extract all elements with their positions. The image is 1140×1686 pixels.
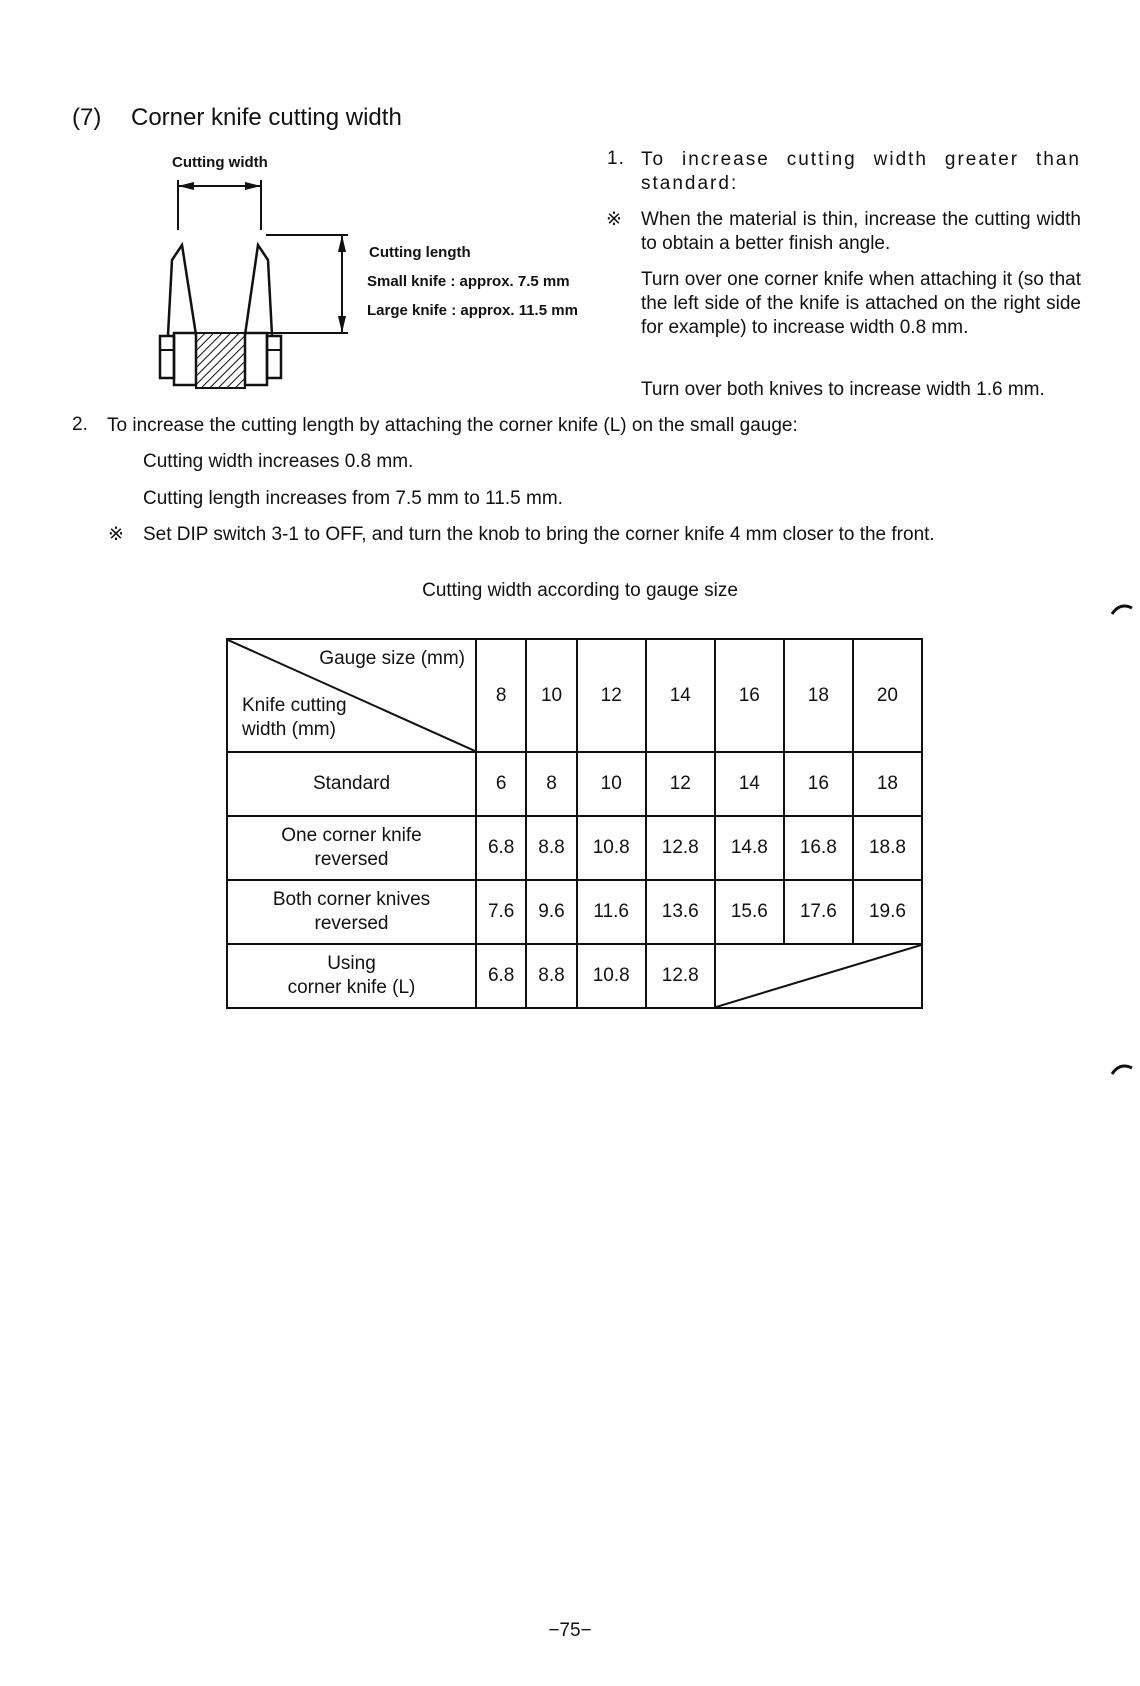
gauge-size-cell: 10 bbox=[526, 639, 576, 752]
knife-width-header: Knife cutting width (mm) bbox=[242, 695, 347, 740]
gauge-size-cell: 18 bbox=[784, 639, 853, 752]
section-number: (7) bbox=[72, 104, 102, 131]
table-cell: 12 bbox=[646, 752, 715, 816]
cutting-width-label: Cutting width bbox=[172, 154, 268, 171]
item1-note: When the material is thin, increase the cutting width to obtain a better finish angle. bbox=[641, 209, 1081, 254]
table-cell: 16 bbox=[784, 752, 853, 816]
item1-number: 1. bbox=[607, 148, 625, 169]
table-cell: 6.8 bbox=[476, 816, 526, 880]
page-edge-mark bbox=[1110, 600, 1134, 616]
item2-line2: Cutting length increases from 7.5 mm to 11.5 mm. bbox=[143, 488, 563, 509]
page-number: −75− bbox=[548, 1620, 592, 1641]
table-cell: 8 bbox=[526, 752, 576, 816]
table-cell: 11.6 bbox=[577, 880, 646, 944]
section-title: Corner knife cutting width bbox=[131, 104, 402, 131]
table-cell: 13.6 bbox=[646, 880, 715, 944]
table-cell: 9.6 bbox=[526, 880, 576, 944]
table-row bbox=[227, 880, 922, 944]
table-row bbox=[227, 816, 922, 880]
small-knife-label: Small knife : approx. 7.5 mm bbox=[367, 273, 570, 290]
gauge-size-cell: 8 bbox=[476, 639, 526, 752]
table-cell: 10 bbox=[577, 752, 646, 816]
table-cell: 8.8 bbox=[526, 944, 576, 1008]
item2-note: Set DIP switch 3-1 to OFF, and turn the knob to bring the corner knife 4 mm closer to the front. bbox=[143, 524, 935, 545]
gauge-size-table bbox=[226, 638, 923, 1009]
item2-note-mark: ※ bbox=[108, 524, 124, 545]
large-knife-label: Large knife : approx. 11.5 mm bbox=[367, 302, 578, 319]
table-cell: 14.8 bbox=[715, 816, 784, 880]
table-cell: 16.8 bbox=[784, 816, 853, 880]
table-cell: 10.8 bbox=[577, 944, 646, 1008]
table-cell: 19.6 bbox=[853, 880, 922, 944]
table-cell: 18 bbox=[853, 752, 922, 816]
table-cell: 12.8 bbox=[646, 944, 715, 1008]
not-applicable-cell bbox=[715, 944, 922, 1008]
gauge-size-cell: 20 bbox=[853, 639, 922, 752]
table-row bbox=[227, 944, 922, 1008]
table-corner-header bbox=[227, 639, 476, 752]
table-cell: 12.8 bbox=[646, 816, 715, 880]
item1-para2: Turn over both knives to increase width 1.6 mm. bbox=[641, 379, 1045, 400]
not-applicable-diagonal bbox=[716, 945, 921, 1007]
row-label: Using corner knife (L) bbox=[227, 944, 476, 1008]
item2-text: To increase the cutting length by attaching the corner knife (L) on the small gauge: bbox=[107, 415, 798, 436]
gauge-size-cell: 12 bbox=[577, 639, 646, 752]
item1-para1: Turn over one corner knife when attaching it (so that the left side of the knife is attached on the right side for example) to increase width 0.8 mm. bbox=[641, 269, 1081, 338]
row-label: One corner knife reversed bbox=[227, 816, 476, 880]
table-cell: 7.6 bbox=[476, 880, 526, 944]
cutting-length-label: Cutting length bbox=[369, 244, 471, 261]
table-cell: 8.8 bbox=[526, 816, 576, 880]
gauge-size-cell: 14 bbox=[646, 639, 715, 752]
item1-text: To increase cutting width greater than standard: bbox=[641, 149, 1081, 194]
table-cell: 6.8 bbox=[476, 944, 526, 1008]
row-label: Both corner knives reversed bbox=[227, 880, 476, 944]
table-cell: 18.8 bbox=[853, 816, 922, 880]
table-cell: 15.6 bbox=[715, 880, 784, 944]
table-row bbox=[227, 752, 922, 816]
gauge-size-header: Gauge size (mm) bbox=[319, 648, 465, 669]
corner-knife-diagram bbox=[150, 150, 600, 395]
table-caption: Cutting width according to gauge size bbox=[422, 580, 738, 601]
table-cell: 17.6 bbox=[784, 880, 853, 944]
table-cell: 14 bbox=[715, 752, 784, 816]
page-edge-mark bbox=[1110, 1060, 1134, 1076]
table-cell: 6 bbox=[476, 752, 526, 816]
table-cell: 10.8 bbox=[577, 816, 646, 880]
item2-number: 2. bbox=[72, 414, 88, 435]
item2-line1: Cutting width increases 0.8 mm. bbox=[143, 451, 414, 472]
row-label: Standard bbox=[227, 752, 476, 816]
gauge-size-cell: 16 bbox=[715, 639, 784, 752]
item1-note-mark: ※ bbox=[606, 209, 622, 230]
